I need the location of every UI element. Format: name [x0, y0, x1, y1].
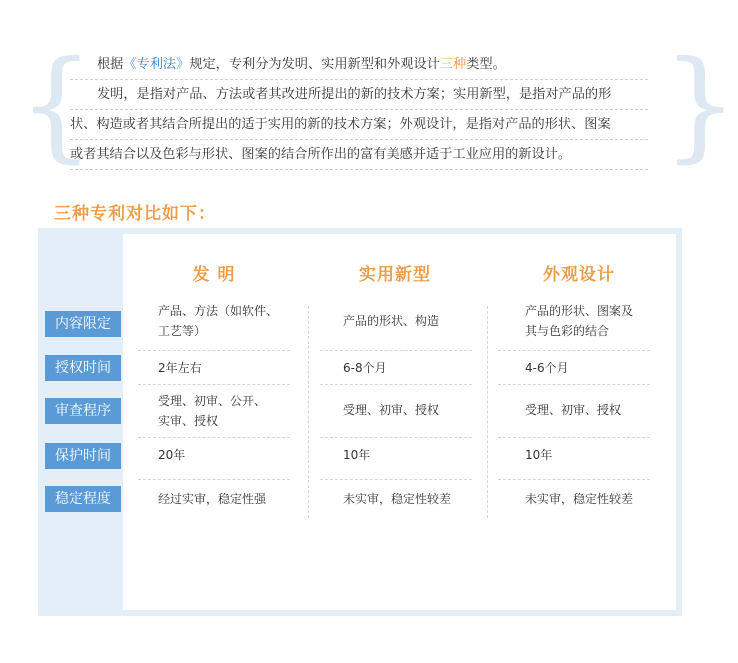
row-divider: [498, 479, 650, 480]
table-cell: 2年左右: [158, 361, 202, 375]
column-header-utility-model: 实用新型: [359, 265, 431, 285]
table-cell: 受理、初审、公开、实审、授权: [158, 394, 267, 428]
table-cell: 未实审，稳定性较差: [525, 492, 634, 506]
table-cell: 产品的形状、构造: [343, 314, 440, 328]
table-cell: 受理、初审、授权: [525, 403, 622, 417]
table-cell: 6-8个月: [343, 361, 387, 375]
row-divider: [138, 437, 290, 438]
column-divider: [487, 306, 488, 518]
row-divider: [498, 384, 650, 385]
intro-line-3: 状、构造或者其结合所提出的适于实用的新的技术方案；外观设计，是指对产品的形状、图案: [70, 110, 648, 140]
section-title: 三种专利对比如下：: [54, 204, 216, 224]
row-divider: [498, 437, 650, 438]
table-cell: 10年: [525, 448, 553, 462]
three-types-highlight: 三种: [439, 57, 467, 72]
row-divider: [138, 384, 290, 385]
patent-law-link[interactable]: 《专利法》: [123, 57, 190, 72]
row-label-content-scope: 内容限定: [45, 311, 121, 337]
table-cell: 未实审，稳定性较差: [343, 492, 452, 506]
table-cell: 4-6个月: [525, 361, 569, 375]
table-cell: 产品的形状、图案及其与色彩的结合: [525, 304, 634, 338]
table-cell: 产品、方法（如软件、工艺等）: [158, 304, 279, 338]
intro-line-4: 或者其结合以及色彩与形状、图案的结合所作出的富有美感并适于工业应用的新设计。: [70, 140, 648, 170]
row-label-examination-process: 审查程序: [45, 398, 121, 424]
column-divider: [308, 306, 309, 518]
intro-text: 类型。: [466, 57, 506, 72]
column-header-invention: 发 明: [192, 265, 236, 285]
row-divider: [320, 437, 472, 438]
row-divider: [320, 384, 472, 385]
intro-paragraph: [70, 50, 648, 170]
left-brace-decoration: {: [18, 36, 95, 175]
row-label-stability: 稳定程度: [45, 486, 121, 512]
row-divider: [320, 479, 472, 480]
row-divider: [138, 479, 290, 480]
intro-line-2: 发明，是指对产品、方法或者其改进所提出的新的技术方案；实用新型，是指对产品的形: [70, 80, 648, 110]
row-label-protection-period: 保护时间: [45, 443, 121, 469]
table-cell: 20年: [158, 448, 186, 462]
right-brace-decoration: }: [662, 36, 738, 175]
row-divider: [138, 350, 290, 351]
row-divider: [320, 350, 472, 351]
intro-text: 规定，专利分为发明、实用新型和外观设计: [189, 57, 440, 72]
row-label-grant-time: 授权时间: [45, 355, 121, 381]
table-cell: 受理、初审、授权: [343, 403, 440, 417]
column-header-design: 外观设计: [543, 265, 615, 285]
table-cell: 10年: [343, 448, 371, 462]
intro-line-1: [70, 50, 648, 80]
table-cell: 经过实审，稳定性强: [158, 492, 267, 506]
row-divider: [498, 350, 650, 351]
intro-text: 根据: [97, 57, 124, 72]
